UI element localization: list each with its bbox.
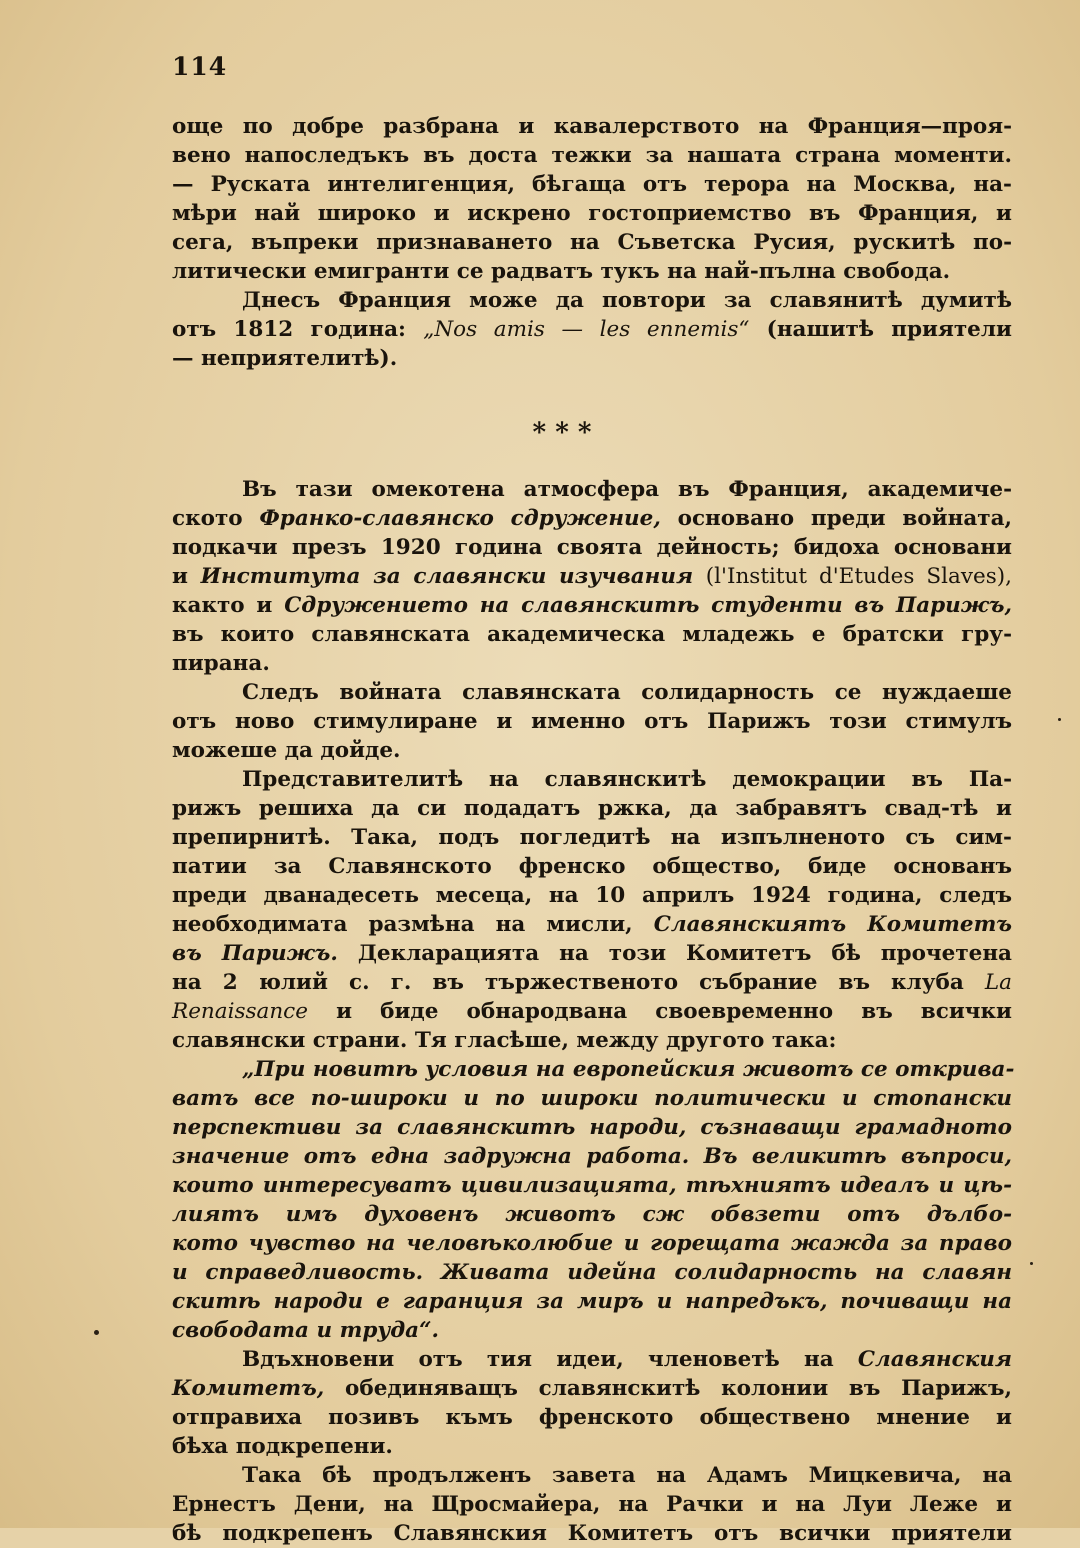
- quote-line: свободата и труда“.: [172, 1318, 439, 1343]
- text-line: [172, 910, 1012, 939]
- ink-speck: [94, 1330, 99, 1335]
- text-line: бѣха подкрепени.: [172, 1434, 393, 1459]
- text-line: въ които славянската академическа младежь е братски гру-: [172, 622, 1012, 647]
- text-line: патии за Славянското френско общество, биде основанъ: [172, 854, 1012, 879]
- quote-line: „При новитѣ условия на европейския животъ се открива-: [242, 1057, 1015, 1082]
- text-span: ското: [172, 506, 243, 531]
- text-span: отъ 1812 година:: [172, 317, 406, 342]
- paragraph-4: [172, 678, 1012, 765]
- italic-org-name: Франко-славянско сдружение,: [259, 506, 661, 531]
- quote-line: скитѣ народи е гаранция за миръ и напредъкъ, почиващи на: [172, 1289, 1012, 1314]
- text-line: — неприятелитѣ).: [172, 346, 398, 371]
- ink-speck: [1058, 718, 1061, 721]
- text-line: сега, въпреки признаването на Съветска Русия, рускитѣ по-: [172, 230, 1012, 255]
- section-gap: [172, 453, 1012, 475]
- quote-line: кото чувство на человѣколюбие и горещата жажда за право: [172, 1231, 1012, 1256]
- italic-student-union-name: Сдружението на славянскитѣ студенти въ Парижъ,: [284, 593, 1012, 618]
- text-line: Следъ войната славянската солидарность се нуждаеше: [242, 680, 1012, 705]
- quote-line: перспективи за славянскитѣ народи, съзнаващи грамадното: [172, 1115, 1012, 1140]
- section-divider-stars: * * *: [532, 418, 592, 448]
- declaration-quote: [172, 1055, 1015, 1345]
- text-span: необходимата размѣна на мисли,: [172, 912, 633, 937]
- latin-quote: „Nos amis — les ennemis“: [423, 317, 750, 342]
- text-span: Декларацията на този Комитетъ бѣ прочетена: [357, 941, 1012, 966]
- paragraph-1: [172, 112, 1012, 286]
- text-line: подкачи презъ 1920 година своята дейность; бидоха основани: [172, 535, 1012, 560]
- text-line: Днесъ Франция може да повтори за славянитѣ думитѣ: [242, 288, 1012, 313]
- quote-line: които интересуватъ цивилизацията, тѣхниятъ идеалъ и цѣ-: [172, 1173, 1012, 1198]
- text-span: и: [172, 564, 188, 589]
- quote-line: и справедливость. Живата идейна солидарность на славян: [172, 1260, 1012, 1285]
- text-line: литически емигранти се радватъ тукъ на най-пълна свобода.: [172, 259, 951, 284]
- text-line: вено напоследъкъ въ доста тежки за нашата страна моменти.: [172, 143, 1012, 168]
- text-line: [172, 1374, 1012, 1403]
- text-line: [172, 997, 1012, 1026]
- ink-speck: [1030, 1262, 1033, 1265]
- text-span: обединяващъ славянскитѣ колонии въ Парижъ,: [345, 1376, 1012, 1401]
- text-line: [172, 504, 1012, 533]
- text-line: Ернестъ Дени, на Щросмайера, на Рачки и на Луи Леже и: [172, 1492, 1012, 1517]
- latin-institute-name: (l'Institut d'Etudes Slaves),: [705, 564, 1012, 589]
- italic-institute-name: Института за славянски изучвания: [200, 564, 694, 589]
- text-span: основано преди войната,: [677, 506, 1012, 531]
- text-span: и биде обнародвана своевременно въ всички: [336, 999, 1012, 1024]
- paragraph-2: [172, 286, 1012, 373]
- section-gap: [172, 373, 1012, 413]
- text-line: още по добре разбрана и кавалерството на Франция—проя-: [172, 114, 1012, 139]
- text-line: Въ тази омекотена атмосфера въ Франция, академиче-: [242, 477, 1012, 502]
- text-line: славянски страни. Тя гласѣше, между другото така:: [172, 1028, 837, 1053]
- italic-committee-name: въ Парижъ.: [172, 941, 338, 966]
- quote-line: лиятъ имъ духовенъ животъ сж обвзети отъ дълбо-: [172, 1202, 1012, 1227]
- text-line: пирана.: [172, 651, 270, 676]
- text-line: [172, 968, 1012, 997]
- quote-line: значение отъ една задружна работа. Въ великитѣ въпроси,: [172, 1144, 1012, 1169]
- italic-committee-name: Славянския: [857, 1347, 1012, 1372]
- paragraph-7: [172, 1461, 1012, 1548]
- page-number: 114: [172, 52, 228, 81]
- italic-committee-name: Комитетъ,: [172, 1376, 325, 1401]
- text-line: — Руската интелигенция, бѣгаща отъ терора на Москва, на-: [172, 172, 1012, 197]
- text-line: преди дванадесеть месеца, на 10 априлъ 1924 година, следъ: [172, 883, 1012, 908]
- text-line: [172, 562, 1012, 591]
- text-line: можеше да дойде.: [172, 738, 401, 763]
- text-line: бѣ подкрепенъ Славянския Комитетъ отъ всички приятели: [172, 1521, 1012, 1546]
- quote-line: ватъ все по-широки и по широки политически и стопански: [172, 1086, 1012, 1111]
- page-body: [172, 112, 1015, 1548]
- paragraph-3: [172, 475, 1012, 678]
- paragraph-6: [172, 1345, 1012, 1461]
- text-span: както и: [172, 593, 273, 618]
- italic-club-name: Renaissance: [172, 999, 308, 1024]
- italic-club-name: La: [984, 970, 1012, 995]
- text-line: Така бѣ продълженъ завета на Адамъ Мицкевича, на: [242, 1463, 1012, 1488]
- text-span: (нашитѣ приятели: [766, 317, 1012, 342]
- text-span: Вдъхновени отъ тия идеи, членоветѣ на: [242, 1347, 834, 1372]
- text-line: [172, 939, 1012, 968]
- paragraph-5: [172, 765, 1012, 1055]
- text-line: [172, 1345, 1012, 1374]
- text-line: отъ ново стимулиране и именно отъ Парижъ този стимулъ: [172, 709, 1012, 734]
- text-line: [172, 591, 1012, 620]
- text-line: мѣри най широко и искрено гостоприемство въ Франция, и: [172, 201, 1012, 226]
- text-line: [172, 315, 1012, 344]
- text-line: рижъ решиха да си подадатъ ржка, да забравятъ свад-тѣ и: [172, 796, 1012, 821]
- text-line: отправиха позивъ къмъ френското обществено мнение и: [172, 1405, 1012, 1430]
- text-span: на 2 юлий с. г. въ тържественото събрание въ клуба: [172, 970, 964, 995]
- text-line: Представителитѣ на славянскитѣ демокрации въ Па-: [242, 767, 1012, 792]
- text-line: препирнитѣ. Така, подъ погледитѣ на изпълненото съ сим-: [172, 825, 1012, 850]
- italic-committee-name: Славянскиятъ Комитетъ: [653, 912, 1012, 937]
